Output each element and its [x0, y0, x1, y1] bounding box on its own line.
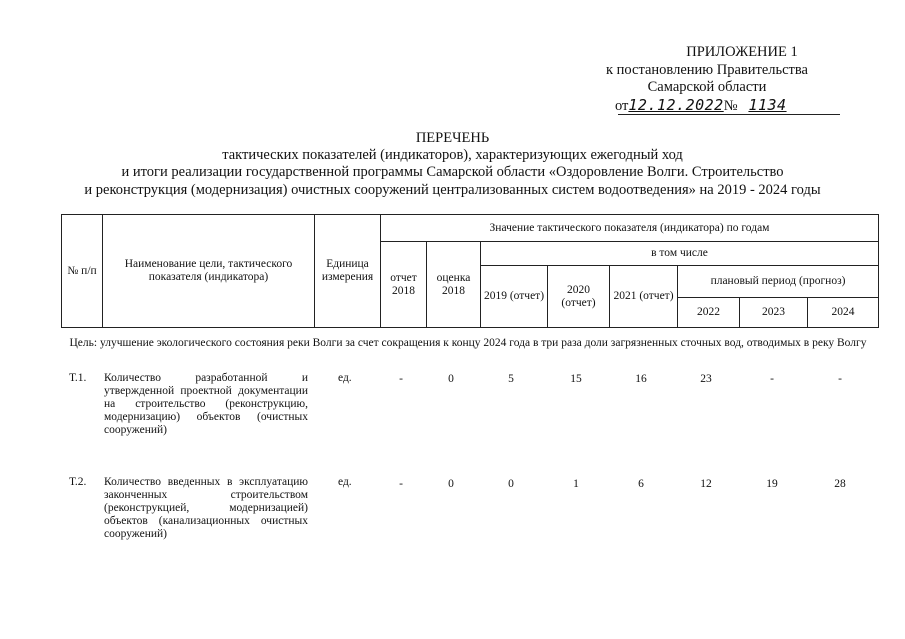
- row-2023: -: [770, 373, 774, 385]
- header-plan-period: плановый период (прогноз): [678, 266, 879, 298]
- date-prefix: от: [615, 97, 629, 114]
- row-2023: 19: [766, 478, 778, 490]
- row-2021: 16: [635, 373, 647, 385]
- header-2023: 2023: [740, 298, 808, 328]
- appendix-date-line: [577, 97, 837, 116]
- handwritten-number: 1134: [748, 95, 787, 114]
- header-2021: 2021 (отчет): [610, 266, 678, 328]
- row-id: Т.2.: [69, 476, 87, 488]
- appendix-resolution: к постановлению Правительства: [606, 61, 808, 78]
- row-2021: 6: [638, 478, 644, 490]
- header-name: Наименование цели, тактического показателя (индикатора): [103, 215, 315, 328]
- header-2020: 2020 (отчет): [548, 266, 610, 328]
- row-report-2018: -: [399, 373, 403, 385]
- header-unit: Единица измерения: [315, 215, 381, 328]
- header-2019: 2019 (отчет): [481, 266, 548, 328]
- row-2019: 0: [508, 478, 514, 490]
- row-estimate-2018: 0: [448, 373, 454, 385]
- goal-text: Цель: улучшение экологического состояния реки Волги за счет сокращения к концу 2024 года в три раза доли загрязненных сточных вод, отводимых в реку Волгу: [69, 337, 867, 349]
- document-subtitle-3: и реконструкция (модернизация) очистных сооружений централизованных систем водоотведения» на 2019 - 2024 годы: [84, 182, 821, 198]
- header-including: в том числе: [481, 242, 879, 266]
- date-underline: [618, 114, 840, 115]
- row-name: Количество разработанной и утвержденной проектной документации на строительство (реконструкцию, модернизацию) объектов (очистных сооружений): [104, 372, 308, 436]
- header-estimate-2018: оценка 2018: [427, 242, 481, 328]
- row-estimate-2018: 0: [448, 478, 454, 490]
- row-2020: 15: [570, 373, 582, 385]
- row-2024: -: [838, 373, 842, 385]
- handwritten-date: 12.12.2022: [628, 95, 724, 114]
- appendix-region: Самарской области: [647, 79, 767, 95]
- document-subtitle-2: и итоги реализации государственной программы Самарской области «Оздоровление Волги. Строительство: [121, 164, 784, 180]
- appendix-title: ПРИЛОЖЕНИЕ 1: [686, 44, 798, 60]
- document-subtitle-1: тактических показателей (индикаторов), характеризующих ежегодный ход: [222, 147, 683, 163]
- row-report-2018: -: [399, 478, 403, 490]
- header-report-2018: отчет 2018: [381, 242, 427, 328]
- row-name: Количество введенных в эксплуатацию законченных строительством (реконструкцией, модернизацией) объектов (канализационных очистных сооружений): [104, 476, 308, 540]
- number-prefix: №: [723, 97, 738, 114]
- row-unit: ед.: [338, 476, 352, 488]
- row-2019: 5: [508, 373, 514, 385]
- row-2020: 1: [573, 478, 579, 490]
- row-2024: 28: [834, 478, 846, 490]
- document-title: ПЕРЕЧЕНЬ: [415, 130, 490, 146]
- header-2024: 2024: [808, 298, 879, 328]
- appendix-block: [577, 44, 837, 115]
- row-id: Т.1.: [69, 372, 87, 384]
- header-2022: 2022: [678, 298, 740, 328]
- header-num: № п/п: [62, 215, 103, 328]
- header-values-group: Значение тактического показателя (индикатора) по годам: [381, 215, 879, 242]
- indicators-header-table: [61, 214, 879, 328]
- row-unit: ед.: [338, 372, 352, 384]
- row-2022: 12: [700, 478, 712, 490]
- row-2022: 23: [700, 373, 712, 385]
